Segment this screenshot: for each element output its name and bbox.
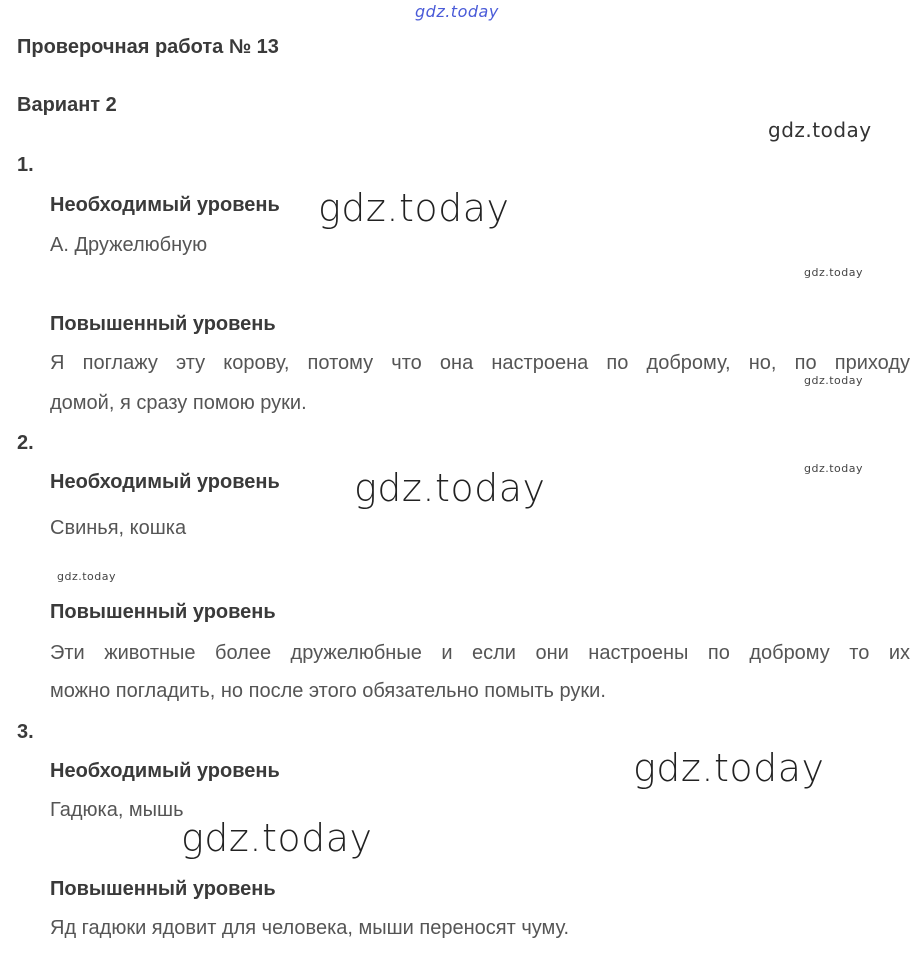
page-title: Проверочная работа № 13 (17, 36, 279, 58)
basic-level-label: Необходимый уровень (50, 471, 280, 493)
watermark: gdz.today (804, 266, 864, 279)
watermark: gdz.today (804, 374, 864, 387)
variant-heading: Вариант 2 (17, 94, 117, 116)
basic-level-label: Необходимый уровень (50, 194, 280, 216)
watermark: gdz.today (804, 462, 864, 475)
advanced-level-line: Я поглажу эту корову, потому что она настроена по доброму, но, по приходу (50, 352, 910, 374)
watermark: gdz.today (354, 466, 546, 510)
basic-level-answer: Гадюка, мышь (50, 799, 184, 821)
watermark: gdz.today (57, 570, 117, 583)
advanced-level-label: Повышенный уровень (50, 601, 276, 623)
task-number: 3. (17, 721, 34, 743)
task-number: 2. (17, 432, 34, 454)
advanced-level-label: Повышенный уровень (50, 878, 276, 900)
task-number: 1. (17, 154, 34, 176)
watermark: gdz.today (318, 186, 510, 230)
watermark: gdz.today (181, 816, 373, 860)
basic-level-answer: А. Дружелюбную (50, 234, 208, 256)
advanced-level-line: Яд гадюки ядовит для человека, мыши переносят чуму. (50, 917, 570, 939)
basic-level-answer: Свинья, кошка (50, 517, 187, 539)
advanced-level-label: Повышенный уровень (50, 313, 276, 335)
watermark: gdz.today (633, 746, 825, 790)
advanced-level-line: можно погладить, но после этого обязательно помыть руки. (50, 680, 606, 702)
advanced-level-line: домой, я сразу помою руки. (50, 392, 307, 414)
watermark: gdz.today (768, 118, 872, 142)
advanced-level-line: Эти животные более дружелюбные и если они настроены по доброму то их (50, 642, 910, 664)
watermark-top: gdz.today (415, 2, 499, 21)
basic-level-label: Необходимый уровень (50, 760, 280, 782)
